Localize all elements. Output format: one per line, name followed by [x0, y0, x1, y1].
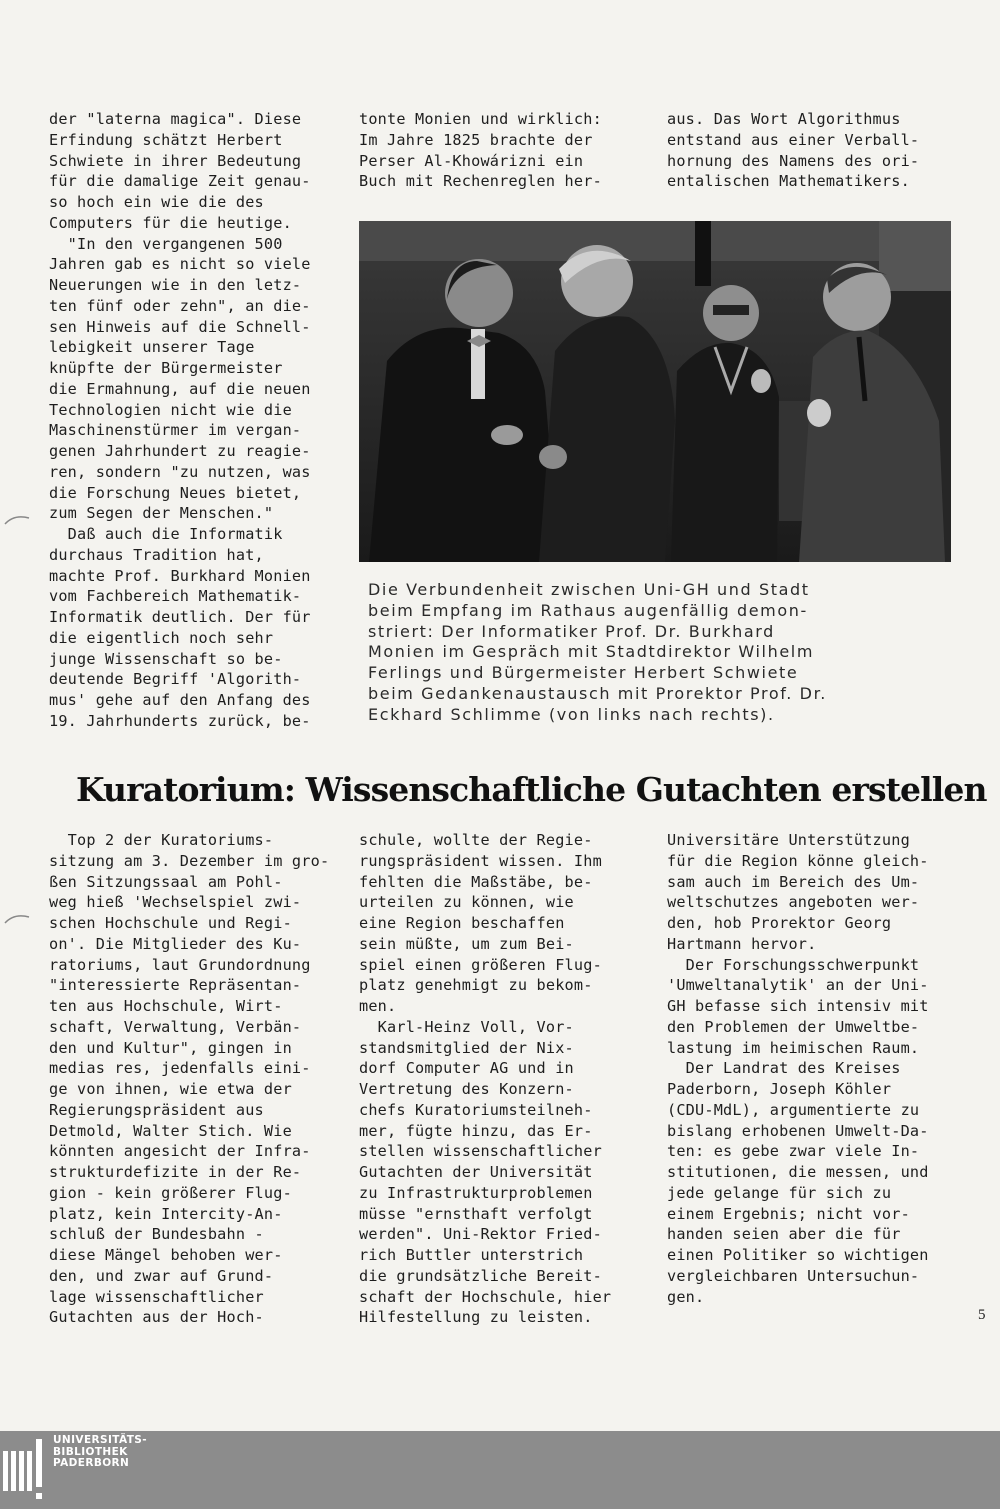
library-logo-icon [0, 1431, 48, 1509]
article-top-column-3: aus. Das Wort Algorithmus entstand aus einer Verball- hornung des Namens des ori- entalischen Mathematikers. [667, 110, 920, 191]
article-headline: Kuratorium: Wissenschaftliche Gutachten erstellen [76, 770, 987, 809]
library-footer [0, 1431, 1000, 1509]
photo-caption: Die Verbundenheit zwischen Uni-GH und Stadt beim Empfang im Rathaus augenfällig demon- striert: Der Informatiker Prof. Dr. Burkhard Monien im Gespräch mit Stadtdirektor Wilhelm Ferlings und Bürgermeister Herbert Schwiete beim Gedankenaustausch mit Prorektor Prof. Dr. Eckhard Schlimme (von links nach rechts). [368, 580, 827, 724]
article-bottom-column-3: Universitäre Unterstützung für die Region könne gleich- sam auch im Bereich des Um- weltschutzes angeboten wer- den, hob Prorektor Georg Hartmann hervor. Der Forschungsschwerpunkt 'Umweltanalytik' an der Uni- GH befasse sich intensiv mit den Problemen der Umweltbe- lastung im heimischen Raum. Der Landrat des Kreises Paderborn, Joseph Köhler (CDU-MdL), argumentierte zu bislang erhobenen Umwelt-Da- ten: es gebe zwar viele In- stitutionen, die messen, und jede gelange für sich zu einem Ergebnis; nicht vor- handen seien aber die für einen Politiker so wichtigen vergleichbaren Untersuchun- gen. [667, 831, 929, 1306]
article-top-column-2: tonte Monien und wirklich: Im Jahre 1825 brachte der Perser Al-Khowárizni ein Buch mit Rechenreglen her- [359, 110, 602, 191]
punch-hole-mark [4, 513, 30, 525]
photo-illustration [359, 221, 951, 562]
library-name: UNIVERSITÄTS- BIBLIOTHEK PADERBORN [53, 1434, 148, 1469]
article-bottom-column-2: schule, wollte der Regie- rungspräsident wissen. Ihm fehlten die Maßstäbe, be- urteilen zu können, wie eine Region beschaffen sein müßte, um zum Bei- spiel einen größeren Flug- platz genehmigt zu bekom- men. Karl-Heinz Voll, Vor- standsmitglied der Nix- dorf Computer AG und in Vertretung des Konzern- chefs Kuratoriumsteilneh- mer, fügte hinzu, das Er- stellen wissenschaftlicher Gutachten der Universität zu Infrastrukturproblemen müsse "ernsthaft verfolgt werden". Uni-Rektor Fried- rich Buttler unterstrich die grundsätzliche Bereit- schaft der Hochschule, hier Hilfestellung zu leisten. [359, 831, 612, 1327]
page-number: 5 [978, 1307, 986, 1323]
reception-photo [359, 221, 951, 562]
article-top-column-1: der "laterna magica". Diese Erfindung schätzt Herbert Schwiete in ihrer Bedeutung für die damalige Zeit genau- so hoch ein wie die des Computers für die heutige. "In den vergangenen 500 Jahren gab es nicht so viele Neuerungen wie in den letz- ten fünf oder zehn", an die- sen Hinweis auf die Schnell- lebigkeit unserer Tage knüpfte der Bürgermeister die Ermahnung, auf die neuen Technologien nicht wie die Maschinenstürmer im vergan- genen Jahrhundert zu reagie- ren, sondern "zu nutzen, was die Forschung Neues bietet, zum Segen der Menschen." Daß auch die Informatik durchaus Tradition hat, machte Prof. Burkhard Monien vom Fachbereich Mathematik- Informatik deutlich. Der für die eigentlich noch sehr junge Wissenschaft so be- deutende Begriff 'Algorith- mus' gehe auf den Anfang des 19. Jahrhunderts zurück, be- [49, 110, 311, 730]
article-bottom-column-1: Top 2 der Kuratoriums- sitzung am 3. Dezember im gro- ßen Sitzungssaal am Pohl- weg hieß 'Wechselspiel zwi- schen Hochschule und Regi- on'. Die Mitglieder des Ku- ratoriums, laut Grundordnung "interessierte Repräsentan- ten aus Hochschule, Wirt- schaft, Verwaltung, Verbän- den und Kultur", gingen in medias res, jedenfalls eini- ge von ihnen, wie etwa der Regierungspräsident aus Detmold, Walter Stich. Wie könnten angesicht der Infra- strukturdefizite in der Re- gion - kein größerer Flug- platz, kein Intercity-An- schluß der Bundesbahn - diese Mängel behoben wer- den, und zwar auf Grund- lage wissenschaftlicher Gutachten aus der Hoch- [49, 831, 330, 1327]
punch-hole-mark [4, 912, 30, 924]
